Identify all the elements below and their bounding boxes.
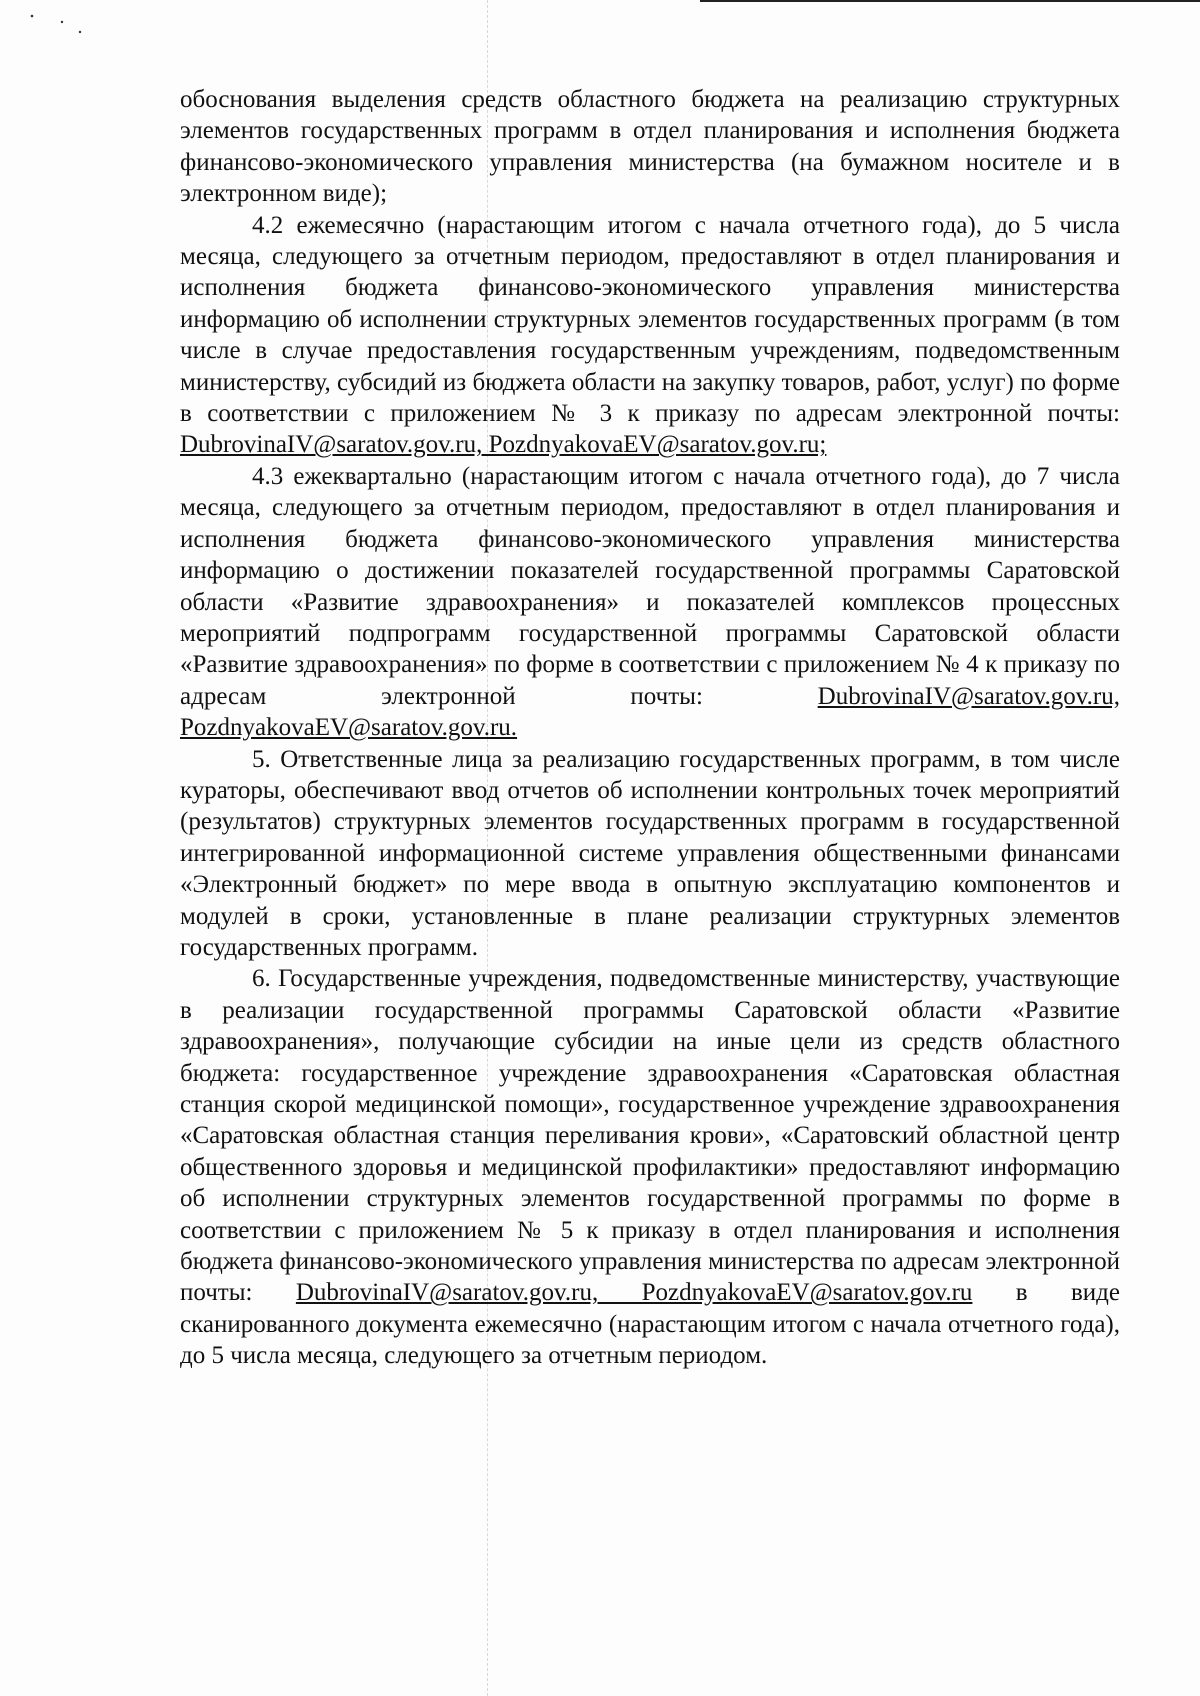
document-body <box>180 84 1120 1372</box>
paragraph-4-3-text: 4.3 ежеквартально (нарастающим итогом с начала отчетного года), до 7 числа месяца, следующего за отчетным периодом, предоставляют в отдел планирования и исполнения бюджета финансово-экономического управления министерства информацию о достижении показателей государственной программы Саратовской области «Развитие здравоохранения» и показателей комплексов процессных мероприятий подпрограмм государственной программы Саратовской области «Развитие здравоохранения» по форме в соответствии с приложением № 4 к приказу по адресам электронной почты: <box>180 462 1120 710</box>
email-links-4-2[interactable]: DubrovinaIV@saratov.gov.ru, PozdnyakovaEV@saratov.gov.ru; <box>180 431 827 459</box>
email-links-6[interactable]: DubrovinaIV@saratov.gov.ru, PozdnyakovaEV@saratov.gov.ru <box>295 1279 973 1307</box>
paragraph-6-text: 6. Государственные учреждения, подведомственные министерству, участвующие в реализации государственной программы Саратовской области «Развитие здравоохранения», получающие субсидии на иные цели из средств областного бюджета: государственное учреждение здравоохранения «Саратовская областная станция скорой медицинской помощи», государственное учреждение здравоохранения «Саратовская областная станция переливания крови», «Саратовский областной центр общественного здоровья и медицинской профилактики» предоставляют информацию об исполнении структурных элементов государственной программы по форме в соответствии с приложением № 5 к приказу в отдел планирования и исполнения бюджета финансово-экономического управления министерства по адресам электронной почты: <box>180 965 1120 1307</box>
email-links-4-3[interactable]: DubrovinaIV@saratov.gov.ru, PozdnyakovaEV@saratov.gov.ru. <box>180 682 1120 742</box>
paragraph-6-tail: в виде сканированного документа ежемесячно (нарастающим итогом с начала отчетного года), до 5 числа месяца, следующего за отчетным периодом. <box>180 1279 1120 1370</box>
paragraph-5: 5. Ответственные лица за реализацию государственных программ, в том числе кураторы, обеспечивают ввод отчетов об исполнении контрольных точек мероприятий (результатов) структурных элементов государственных программ в государственной интегрированной информационной системе управления общественными финансами «Электронный бюджет» по мере ввода в опытную эксплуатацию компонентов и модулей в сроки, установленные в плане реализации структурных элементов государственных программ. <box>180 745 1120 961</box>
paragraph-4-2 <box>180 210 1120 461</box>
paragraph-6 <box>180 963 1120 1371</box>
paragraph-4-2-text: 4.2 ежемесячно (нарастающим итогом с начала отчетного года), до 5 числа месяца, следующего за отчетным периодом, предоставляют в отдел планирования и исполнения бюджета финансово-экономического управления министерства информацию об исполнении структурных элементов государственных программ (в том числе в случае предоставления государственным учреждениям, подведомственным министерству, субсидий из бюджета области на закупку товаров, работ, услуг) по форме в соответствии с приложением № 3 к приказу по адресам электронной почты: <box>180 211 1120 428</box>
paragraph-intro: обоснования выделения средств областного бюджета на реализацию структурных элементов государственных программ в отдел планирования и исполнения бюджета финансово-экономического управления министерства (на бумажном носителе и в электронном виде); <box>180 86 1120 208</box>
paragraph-4-3 <box>180 461 1120 744</box>
scan-edge-line <box>700 0 1200 2</box>
scan-artifact-marks <box>28 8 88 38</box>
